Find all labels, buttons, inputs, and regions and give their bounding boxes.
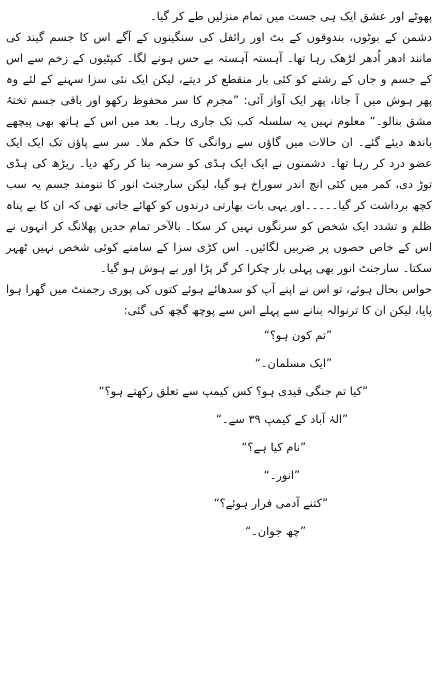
dialogue-line: ”تم کون ہو؟“ — [263, 328, 332, 342]
interrogation-dialogue — [6, 321, 432, 545]
opening-line: پھوٹے اور عشق ایک ہی جست میں تمام منزلیں طے کر گیا۔ — [149, 9, 432, 23]
dialogue-line: ”چھ جوان۔“ — [245, 524, 306, 538]
dialogue-line: ”انور۔“ — [263, 468, 300, 482]
dialogue-line: ”کیا تم جنگی قیدی ہو؟ کس کیمپ سے تعلق رکھتے ہو؟“ — [98, 384, 368, 398]
dialogue-line: ”نام کیا ہے؟“ — [241, 440, 306, 454]
dialogue-line: ”ایک مسلمان۔“ — [254, 356, 332, 370]
dialogue-line: ”الہٰ آباد کے کیمپ ۳۹ سے۔“ — [216, 412, 348, 426]
torture-paragraph: دشمن کے بوٹوں، بندوقوں کے بٹ اور رائفل کی سنگینوں کے آگے اس کا جسم گیند کی مانند ادھر اُدھر لڑھک رہا تھا۔ آہستہ آہستہ بے حس ہونے لگا۔ کنپٹیوں کے زخم سے اس کے جسم و جاں کے رشتے کو کئی بار منقطع کر دیتے، لیکن ایک نئی سزا سہنے کے لئے وہ پھر ہوش میں آ جاتا، پھر ایک آواز آئی: ”مجرم کا سر محفوظ رکھو اور باقی جسم تختۂ مشق بنالو۔“ معلوم نہیں یہ سلسلہ کب تک جاری رہا۔ بعد میں اس کے ہاتھ بھی پیچھے باندھ دیئے گئے۔ ان حالات میں گاؤں سے روانگی کا حکم ملا۔ سر سے پاؤں تک ایک ایک عضو درد کر رہا تھا۔ دشمنوں نے ایک ایک ہڈی کو سرمہ بنا کر رکھ دیا۔ ریڑھ کی ہڈی توڑ دی، کمر میں کئی انچ اندر سوراخ ہو گیا، لیکن سارجنٹ انور کا تنومند جسم یہ سب کچھ برداشت کر گیا۔۔۔۔۔اور یہی بات بھارتی درندوں کو کھائے جاتی تھی کہ ان کا بے پناہ ظلم و تشدد ایک شخص کو سرنگوں نہیں کر سکا۔ بالآخر تمام حدیں پھلانگ کر انہوں نے اس کے خاص حصوں پر ضربیں لگائیں۔ اس کڑی سزا کے سامنے کوئی شخص نہیں ٹھہر سکتا۔ سارجنٹ انور بھی پہلی بار چکرا کر گر پڑا اور بے ہوش ہو گیا۔ — [6, 30, 432, 275]
interrogation-intro-paragraph: حواس بحال ہوئے، تو اس نے اپنے آپ کو سدھائے ہوئے کتوں کی پوری رجمنٹ میں گھرا ہوا پایا، لیکن ان کا ترنوالہ بنانے سے پہلے اس سے پوچھ گچھ کی گئی: — [6, 282, 432, 317]
dialogue-line: ”کتنے آدمی فرار ہوئے؟“ — [213, 496, 328, 510]
